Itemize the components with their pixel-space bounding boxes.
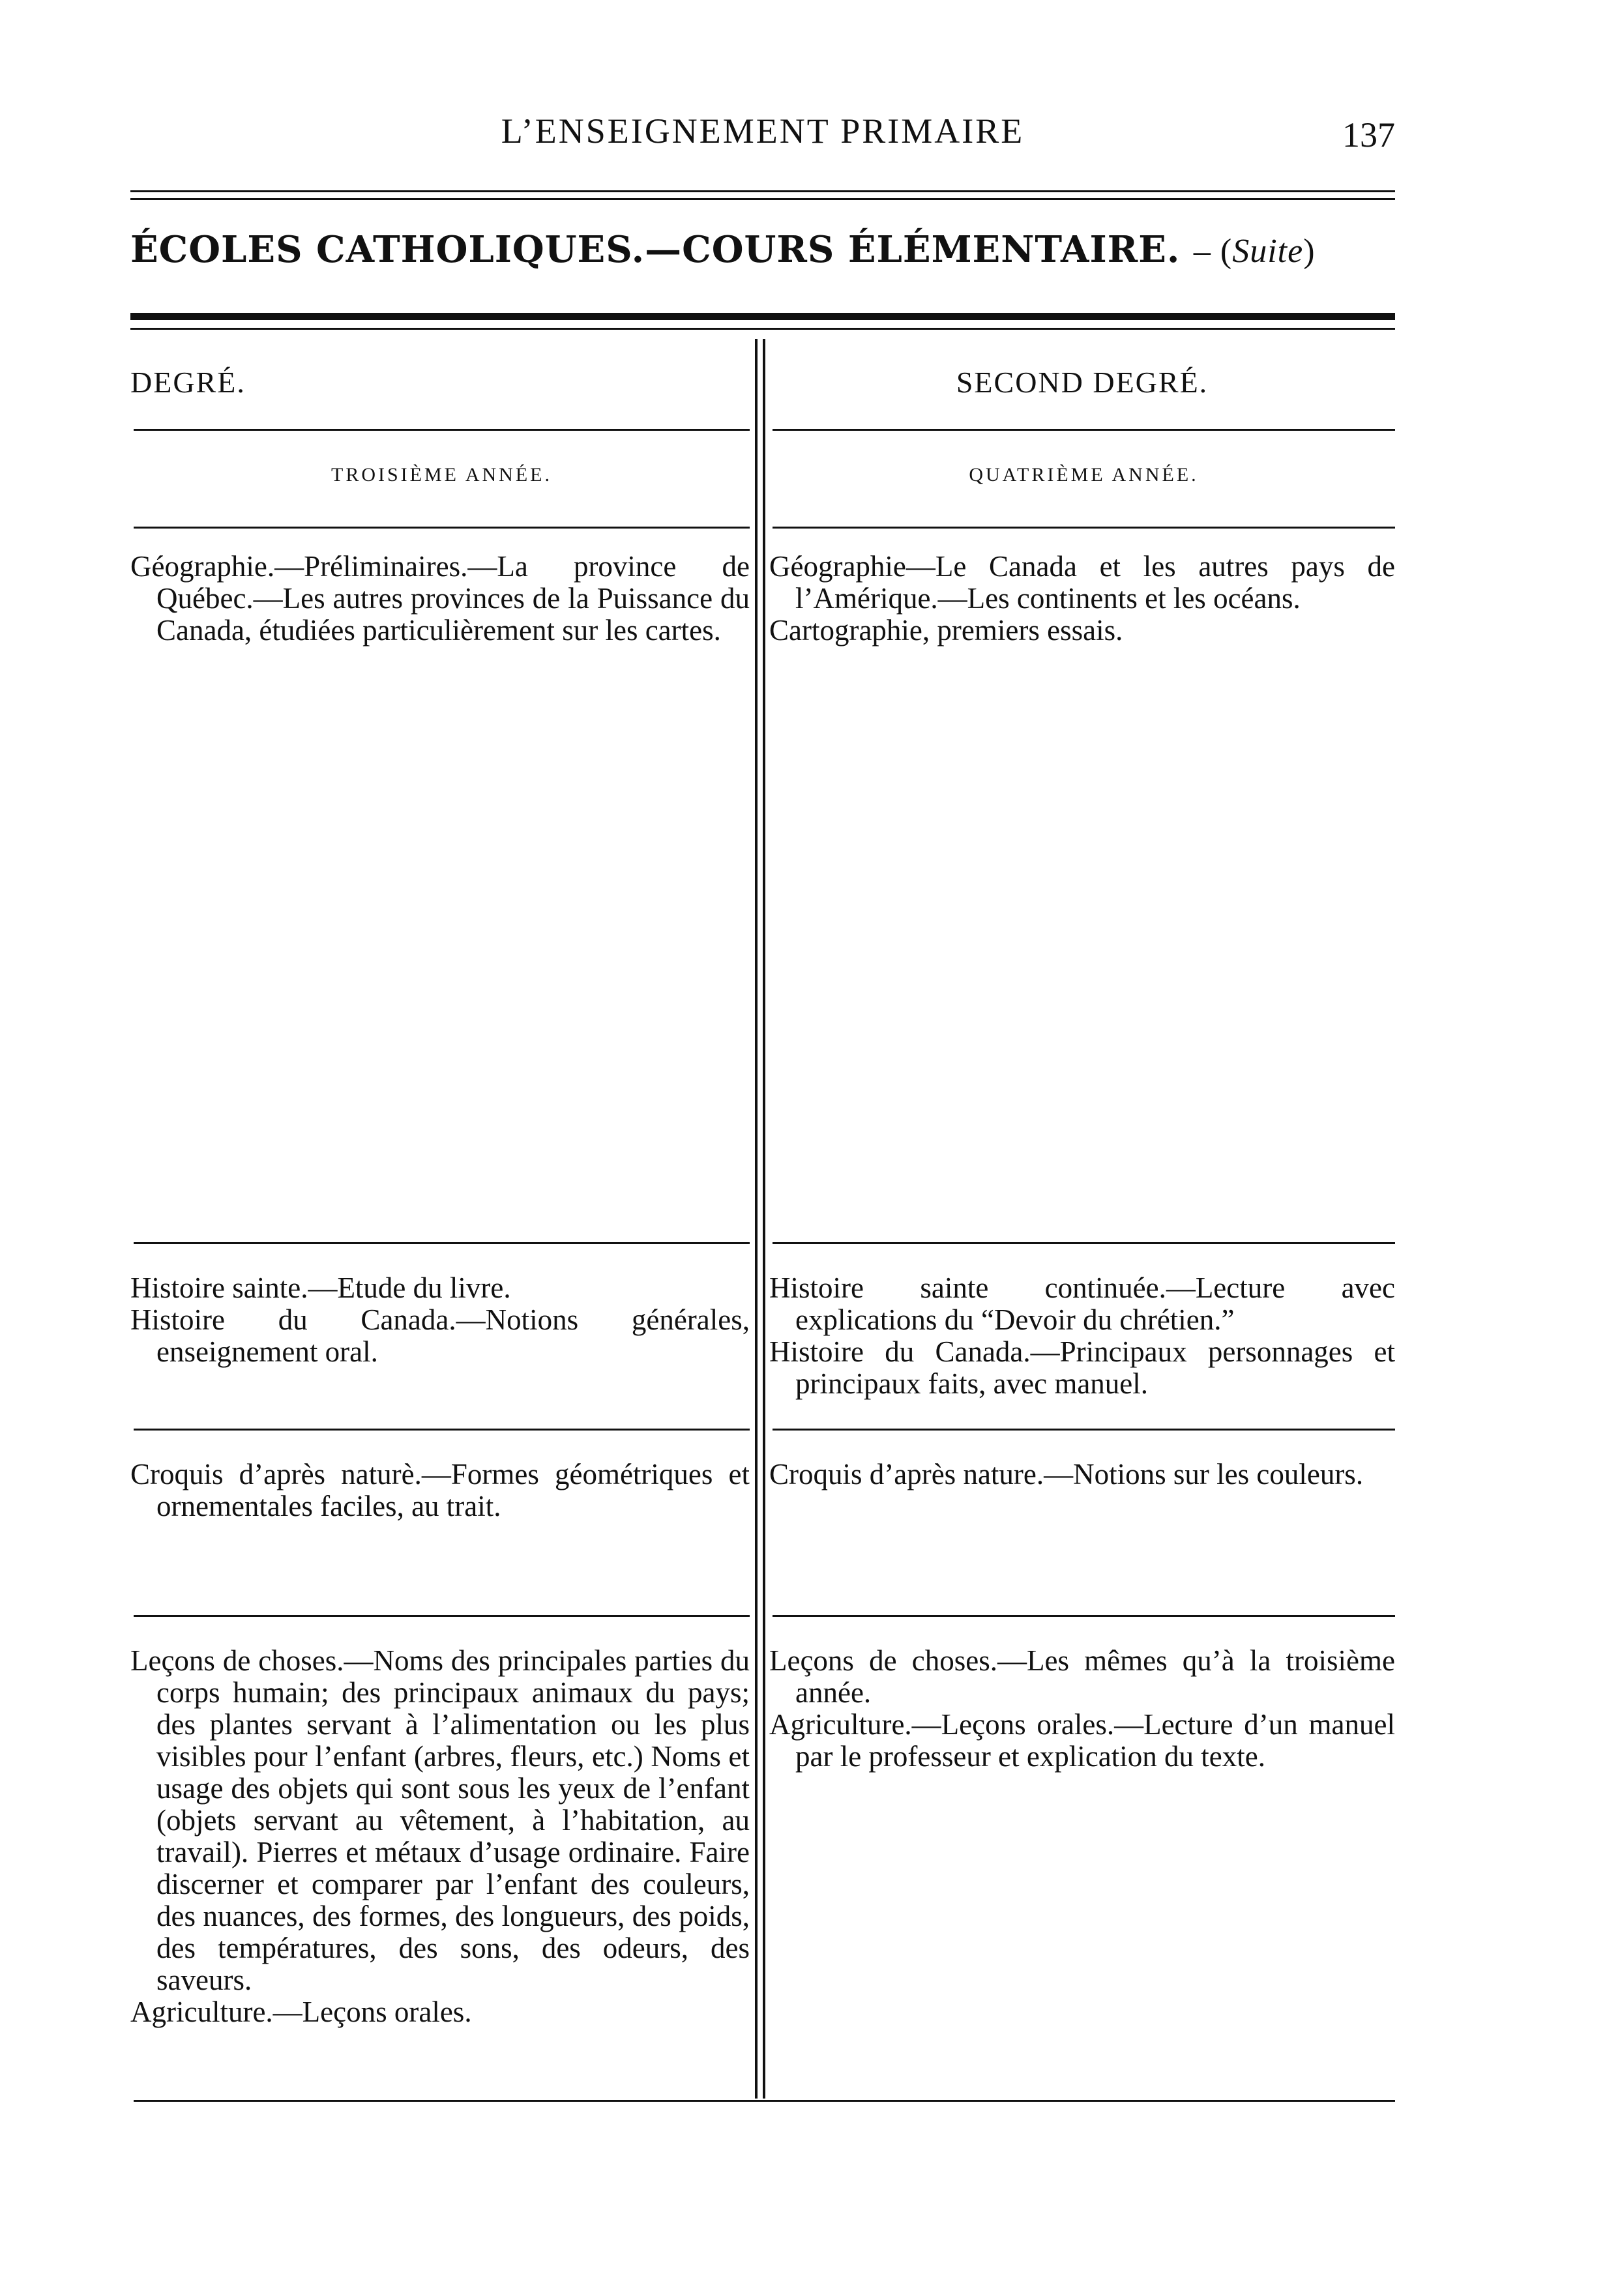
row-geographie-right [769,551,1395,647]
heading-rule-left [134,429,750,431]
section-title-text: ÉCOLES CATHOLIQUES.—COURS ÉLÉMENTAIRE. [130,228,1181,271]
page-number: 137 [1342,115,1395,154]
table-bottom-rule [134,2100,1395,2102]
column-heading-right: SECOND DEGRÉ. [956,366,1209,399]
heading-rule-right [773,429,1395,431]
histoire-sainte-left-text: Histoire sainte.—Etude du livre. [130,1272,511,1304]
row-croquis-left [130,1459,750,1522]
section-suite-label: Suite [1232,233,1304,270]
row-histoire-left [130,1272,750,1368]
header-rule-top [130,190,1395,192]
croquis-right-text: Croquis d’après nature.—Notions sur les couleurs. [769,1458,1364,1490]
row1-rule-left [134,1242,750,1244]
row-lecons-left [130,1645,750,2028]
subheading-rule-left [134,527,750,529]
section-title [130,228,1395,271]
title-rule-thin [130,328,1395,330]
section-dash: – [1193,233,1211,270]
histoire-canada-left-text: Histoire du Canada.—Notions générales, enseignement oral. [130,1303,750,1368]
cartographie-text: Cartographie, premiers essais. [769,614,1123,647]
column-divider-right [763,339,765,2099]
lecons-right-text: Leçons de choses.—Les mêmes qu’à la troisième année. [769,1644,1395,1709]
agriculture-left-text: Agriculture.—Leçons orales. [130,1996,472,2028]
row1-rule-right [773,1242,1395,1244]
lecons-left-text: Leçons de choses.—Noms des principales parties du corps humain; des principaux animaux du pays; des plantes servant à l’alimentation ou les plus visibles pour l’enfant (arbres, fleurs, etc.) Noms et usage des objets qui sont sous les yeux de l’enfant (objets servant au vêtement, à l’habitation, au travail). Pierres et métaux d’usage ordinaire. Faire discerner et comparer par l’enfant des couleurs, des nuances, des formes, des longueurs, des poids, des températures, des sons, des odeurs, des saveurs. [130,1644,750,1996]
column-divider-left [755,339,758,2099]
row3-rule-right [773,1615,1395,1617]
section-suite: – (Suite) [1193,233,1316,270]
title-rule-thick [130,313,1395,320]
header-rule-bottom [130,198,1395,200]
column-subheading-right: QUATRIÈME ANNÉE. [969,464,1199,486]
column-heading-left: DEGRÉ. [130,366,246,399]
row-geographie-left [130,551,750,647]
running-head [130,111,1395,163]
row2-rule-right [773,1429,1395,1431]
row3-rule-left [134,1615,750,1617]
agriculture-right-text: Agriculture.—Leçons orales.—Lecture d’un manuel par le professeur et explication du texte. [769,1708,1395,1773]
row-lecons-right [769,1645,1395,1773]
column-subheading-left: TROISIÈME ANNÉE. [331,464,552,486]
histoire-canada-right-text: Histoire du Canada.—Principaux personnages et principaux faits, avec manuel. [769,1335,1395,1400]
geographie-left-text: Géographie.—Préliminaires.—La province de Québec.—Les autres provinces de la Puissance du Canada, étudiées particulièrement sur les cartes. [130,550,750,647]
row-croquis-right [769,1459,1395,1490]
geographie-right-text: Géographie—Le Canada et les autres pays de l’Amérique.—Les continents et les océans. [769,550,1395,615]
running-title: L’ENSEIGNEMENT PRIMAIRE [501,111,1025,151]
row2-rule-left [134,1429,750,1431]
croquis-left-text: Croquis d’après naturè.—Formes géométriques et ornementales faciles, au trait. [130,1458,750,1522]
histoire-sainte-right-text: Histoire sainte continuée.—Lecture avec explications du “Devoir du chrétien.” [769,1272,1395,1336]
subheading-rule-right [773,527,1395,529]
row-histoire-right [769,1272,1395,1400]
